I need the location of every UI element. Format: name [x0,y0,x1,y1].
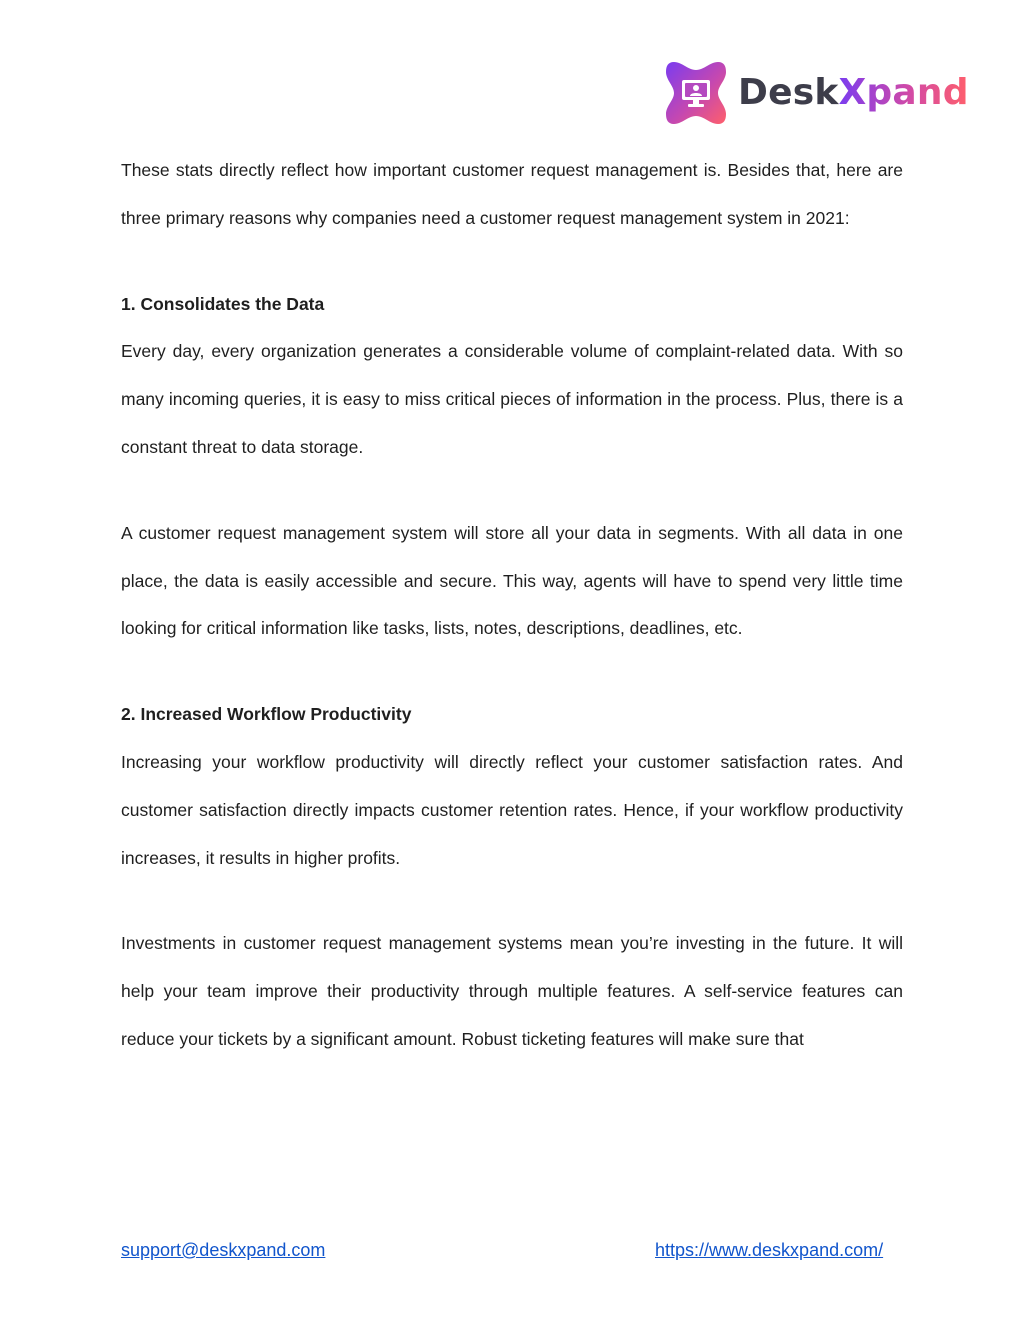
logo-word-desk: Desk [738,72,839,113]
section-spacer [121,653,903,691]
body-paragraph: A customer request management system will store all your data in segments. With all data in one place, the data is easily accessible and secure. This way, agents will have to spend very little time looking for critical information like tasks, lists, notes, descriptions, deadlines, etc. [121,522,903,639]
brand-logo [664,60,969,126]
body-paragraph: Every day, every organization generates a considerable volume of complaint-related data. With so many incoming queries, it is easy to miss critical pieces of information in the process. Plus, there is a constant threat to data storage. [121,341,903,457]
body-paragraph: Investments in customer request management systems mean you’re investing in the future. It will help your team improve their productivity through multiple features. A self-service features can reduce your tickets by a significant amount. Robust ticketing features will make sure that [121,933,903,1049]
logo-wordmark [738,72,969,113]
monitor-with-person-icon [664,60,728,126]
website-link[interactable]: https://www.deskxpand.com/ [655,1240,884,1260]
paragraph-spacer [121,882,903,920]
logo-word-xpand: Xpand [838,72,969,113]
section-spacer [121,243,903,281]
paragraph-spacer [121,472,903,510]
support-email-link[interactable]: support@deskxpand.com [121,1240,326,1260]
intro-paragraph: These stats directly reflect how important customer request management is. Besides that, here are three primary reasons why companies need a customer request management system in 2021: [121,160,903,228]
body-paragraph: Increasing your workflow productivity will directly reflect your customer satisfaction rates. And customer satisfaction directly impacts customer retention rates. Hence, if your workflow productivity increases, it results in higher profits. [121,751,903,868]
section-heading: 2. Increased Workflow Productivity [121,704,412,725]
document-body [121,147,903,1064]
section-heading: 1. Consolidates the Data [121,293,325,314]
